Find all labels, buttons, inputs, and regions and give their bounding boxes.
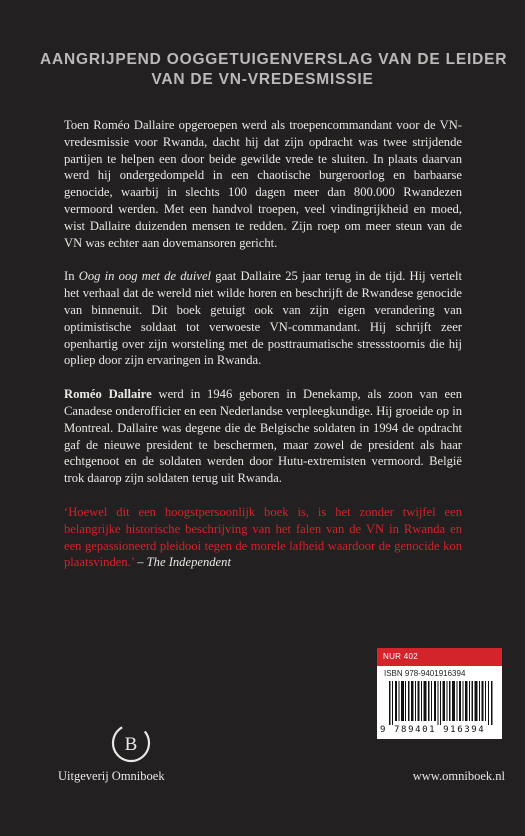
author-name: Roméo Dallaire [64,387,152,402]
blurb-text [64,117,462,588]
quote-dash: – [134,555,147,570]
publisher-name: Uitgeverij Omniboek [58,769,165,783]
nur-code: NUR 402 [377,648,502,666]
paragraph-2-rest: gaat Dallaire 25 jaar terug in de tijd. Hij vertelt het verhaal dat de wereld niet wilde horen en beschrijft de Rwandese genocide van binnenuit. Dit boek getuigt ook van zijn eigen verandering van optimistische soldaat tot verwoeste VN-commandant. Hij schrijft zeer openhartig over zijn worsteling met de posttraumatische stressstoornis die hij opliep door zijn ervaringen in Rwanda. [64,269,463,368]
headline [40,50,508,90]
paragraph-1: Toen Roméo Dallaire opgeroepen werd als troepencommandant voor de VN-vredesmissie voor Rwanda, dacht hij dat zijn opdracht was twee strijdende partijen te helpen een door beide gewilde vrede te sluiten. In plaats daarvan werd hij ondergedompeld in een chaotische burgeroorlog en barbaarse genocide, waarbij in slechts 100 dagen meer dan 800.000 Rwandezen vermoord werden. Met een handvol troepen, veel vindingrijkheid en moed, wist Dallaire duizenden mensen te redden. Zijn roep om meer steun van de VN was echter aan dovemansoren gericht. [64,118,462,250]
headline-line-1: AANGRIJPEND OOGGETUIGENVERSLAG VAN DE LEIDER [40,51,508,68]
quote-text: ‘Hoewel dit een hoogstpersoonlijk boek is, is het zonder twijfel een belangrijke historische beschrijving van het falen van de VN in Rwanda en een gepassioneerd pleidooi tegen de morele lafheid waardoor de genocide kon plaatsvinden.’ [64,504,462,570]
isbn-label: ISBN 978-9401916394 [384,669,466,678]
omniboek-logo-icon [110,722,152,764]
publisher-website: www.omniboek.nl [412,769,505,783]
quote-source: The Independent [146,555,231,570]
paragraph-3-rest: werd in 1946 geboren in Denekamp, als zoon van een Canadese onderofficier en een Nederlandse verpleegkundige. Hij groeide op in Montreal. Dallaire was degene die de Belgische soldaten in 1994 de opdracht gaf de nieuwe president te beschermen, maar zowel de president als haar echtgenoot en de soldaten werden door Hutu-extremisten vermoord. België trok daarop zijn soldaten terug uit Rwanda. [64,387,462,486]
svg-text:B: B [124,734,138,755]
barcode-box [377,648,502,739]
paragraph-3 [64,386,462,487]
book-title: Oog in oog met de duivel [78,269,212,284]
paragraph-2 [64,268,462,369]
press-quote [64,504,462,571]
barcode-digits: 9 789401 916394 [380,725,486,735]
paragraph-2-prefix: In [64,269,79,284]
barcode-icon [389,681,493,725]
headline-line-2: VAN DE VN-VREDESMISSIE [151,71,374,88]
